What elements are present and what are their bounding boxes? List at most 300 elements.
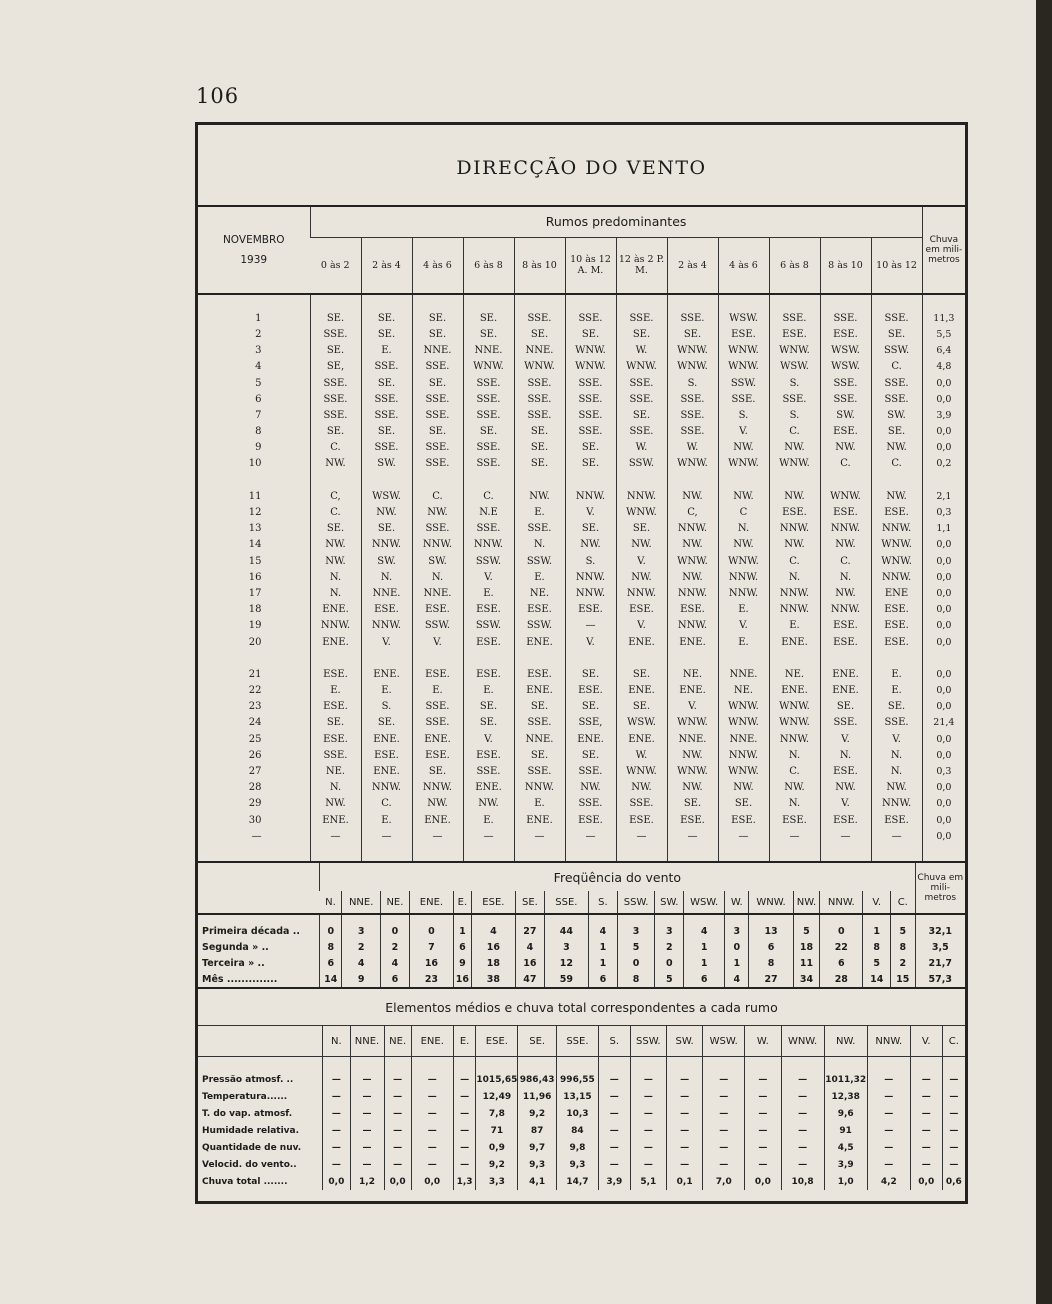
wind-cell: NE. xyxy=(667,667,718,683)
wind-cell: SSE. xyxy=(616,375,667,391)
wind-cell: ESE. xyxy=(820,764,871,780)
freq-cell: 38 xyxy=(471,971,515,988)
elem-cell: 11,96 xyxy=(518,1088,557,1105)
spacer-cell xyxy=(718,473,769,489)
row-label: Segunda » .. xyxy=(202,941,269,953)
spacer-cell xyxy=(824,1057,867,1072)
elem-cell: — xyxy=(666,1122,702,1139)
spacer-cell xyxy=(769,651,820,667)
elem-cell: 13,15 xyxy=(556,1088,598,1105)
rain-cell: 0,0 xyxy=(922,829,965,845)
wind-cell: SW. xyxy=(361,554,412,570)
wind-cell: SE. xyxy=(310,311,361,327)
table-row xyxy=(198,618,965,634)
wind-cell: ESE. xyxy=(412,667,463,683)
elem-cell: — xyxy=(666,1156,702,1173)
freq-cell: 8 xyxy=(320,939,342,955)
elem-cell: — xyxy=(384,1071,411,1088)
wind-cell: NNE. xyxy=(412,586,463,602)
elem-cell: — xyxy=(781,1105,824,1122)
freq-cell: 6 xyxy=(820,955,863,971)
elem-cell: — xyxy=(910,1105,942,1122)
wind-cell: ESE. xyxy=(310,667,361,683)
period-header: 4 às 6 xyxy=(412,237,463,294)
wind-cell: SSE. xyxy=(412,715,463,731)
page-number: 106 xyxy=(196,84,240,108)
wind-cell: NE. xyxy=(310,764,361,780)
wind-cell: SW. xyxy=(820,408,871,424)
spacer-cell xyxy=(922,473,965,489)
elem-direction-header: S. xyxy=(598,1026,630,1057)
freq-cell: 8 xyxy=(863,939,891,955)
freq-cell: 15 xyxy=(891,971,916,988)
freq-cell: 0 xyxy=(381,923,410,939)
elem-cell: — xyxy=(703,1156,745,1173)
wind-cell: SSE. xyxy=(463,456,514,472)
wind-cell: ESE. xyxy=(871,634,922,650)
table-row xyxy=(198,715,965,731)
wind-cell: SE, xyxy=(310,359,361,375)
row-label: Chuva total ....... xyxy=(202,1176,288,1187)
freq-cell: 3 xyxy=(342,923,381,939)
table-row xyxy=(198,971,965,988)
elem-cell: 9,3 xyxy=(518,1156,557,1173)
wind-cell: ESE. xyxy=(871,602,922,618)
freq-cell: 5 xyxy=(655,971,684,988)
wind-cell: SSE. xyxy=(871,375,922,391)
table-row xyxy=(198,923,965,939)
elem-cell: 4,1 xyxy=(518,1173,557,1190)
wind-cell: NNW. xyxy=(820,602,871,618)
rain-cell: 0,0 xyxy=(922,570,965,586)
spacer-cell xyxy=(725,914,749,923)
day-cell: 1 xyxy=(255,312,262,324)
wind-cell: V. xyxy=(412,634,463,650)
wind-cell: ESE. xyxy=(463,634,514,650)
wind-cell: WNW. xyxy=(565,343,616,359)
wind-cell: W. xyxy=(667,440,718,456)
wind-cell: ESE. xyxy=(616,813,667,829)
table-row xyxy=(198,939,965,955)
day-cell: 18 xyxy=(248,604,262,616)
wind-cell: SE. xyxy=(514,456,565,472)
freq-rain-cell: 3,5 xyxy=(915,939,965,955)
table-row xyxy=(198,456,965,472)
wind-cell: — xyxy=(565,829,616,845)
wind-cell: ENE. xyxy=(667,683,718,699)
wind-cell: C xyxy=(718,505,769,521)
rain-cell: 0,0 xyxy=(922,586,965,602)
wind-cell: N. xyxy=(871,764,922,780)
wind-cell: SSE. xyxy=(310,375,361,391)
spacer-cell xyxy=(198,914,320,923)
elem-cell: — xyxy=(350,1105,384,1122)
spacer-cell xyxy=(198,651,310,667)
elem-cell: — xyxy=(453,1139,476,1156)
wind-cell: V. xyxy=(616,618,667,634)
elem-direction-header: ESE. xyxy=(476,1026,518,1057)
wind-cell: C. xyxy=(310,505,361,521)
freq-rain-cell: 57,3 xyxy=(915,971,965,988)
wind-cell: ENE. xyxy=(310,813,361,829)
elem-cell: 1011,32 xyxy=(824,1071,867,1088)
wind-cell: ESE. xyxy=(718,327,769,343)
freq-cell: 4 xyxy=(684,923,725,939)
page-title: DIRECÇÃO DO VENTO xyxy=(456,157,707,179)
table-row xyxy=(198,699,965,715)
wind-cell: NE. xyxy=(514,586,565,602)
freq-direction-header: E. xyxy=(454,891,472,914)
spacer-cell xyxy=(617,914,655,923)
table-row xyxy=(198,489,965,505)
wind-cell: NW. xyxy=(718,489,769,505)
spacer-cell xyxy=(565,651,616,667)
wind-cell: NE. xyxy=(769,667,820,683)
freq-cell: 16 xyxy=(409,955,453,971)
elem-cell: — xyxy=(350,1122,384,1139)
wind-cell: ESE. xyxy=(361,602,412,618)
wind-cell: NW. xyxy=(667,780,718,796)
wind-cell: SE. xyxy=(412,375,463,391)
freq-body xyxy=(198,914,965,988)
wind-cell: SSE. xyxy=(310,392,361,408)
spacer-cell xyxy=(350,1057,384,1072)
freq-cell: 1 xyxy=(589,939,618,955)
table-row xyxy=(198,505,965,521)
elem-cell: — xyxy=(384,1139,411,1156)
spacer-cell xyxy=(718,294,769,311)
spacer-cell xyxy=(616,845,667,861)
day-cell: 26 xyxy=(248,749,262,761)
elem-direction-header: WSW. xyxy=(703,1026,745,1057)
wind-cell: SSE. xyxy=(412,408,463,424)
table-row xyxy=(198,1173,965,1190)
spacer-cell xyxy=(616,294,667,311)
wind-cell: NNE. xyxy=(361,586,412,602)
wind-cell: SE. xyxy=(616,327,667,343)
elem-cell: — xyxy=(411,1105,453,1122)
elem-cell: — xyxy=(745,1071,781,1088)
wind-cell: — xyxy=(514,829,565,845)
freq-cell: 4 xyxy=(725,971,749,988)
elem-cell: — xyxy=(910,1088,942,1105)
elem-cell: 4,2 xyxy=(867,1173,910,1190)
freq-cell: 1 xyxy=(863,923,891,939)
wind-cell: C, xyxy=(667,505,718,521)
wind-cell: SE. xyxy=(361,375,412,391)
freq-cell: 23 xyxy=(409,971,453,988)
elem-cell: 0,6 xyxy=(942,1173,965,1190)
period-header: 6 às 8 xyxy=(769,237,820,294)
elem-cell: — xyxy=(630,1105,666,1122)
spacer-cell xyxy=(310,845,361,861)
table-row xyxy=(198,748,965,764)
wind-cell: SSE. xyxy=(514,764,565,780)
spacer-cell xyxy=(412,845,463,861)
wind-cell: ESE. xyxy=(718,813,769,829)
spacer-cell xyxy=(516,914,545,923)
wind-cell: E. xyxy=(514,505,565,521)
wind-cell: SSE. xyxy=(514,521,565,537)
elem-cell: — xyxy=(703,1122,745,1139)
wind-cell: C. xyxy=(769,764,820,780)
spacer-cell xyxy=(310,651,361,667)
elem-cell: 9,7 xyxy=(518,1139,557,1156)
elem-cell: — xyxy=(598,1139,630,1156)
wind-cell: N. xyxy=(361,570,412,586)
wind-cell: E. xyxy=(463,813,514,829)
wind-cell: ENE. xyxy=(361,764,412,780)
freq-cell: 0 xyxy=(725,939,749,955)
freq-cell: 9 xyxy=(454,955,472,971)
wind-cell: NNE. xyxy=(463,343,514,359)
wind-cell: NNW. xyxy=(616,489,667,505)
spacer-cell xyxy=(361,845,412,861)
rain-header: Chuva em mili-metros xyxy=(922,207,965,294)
wind-cell: ENE xyxy=(871,586,922,602)
freq-cell: 22 xyxy=(820,939,863,955)
period-header: 2 às 4 xyxy=(667,237,718,294)
elem-cell: — xyxy=(942,1139,965,1156)
wind-cell: C, xyxy=(310,489,361,505)
wind-cell: NW. xyxy=(871,440,922,456)
wind-cell: SSW. xyxy=(871,343,922,359)
freq-direction-header: SE. xyxy=(516,891,545,914)
wind-cell: SE. xyxy=(616,667,667,683)
wind-cell: ESE. xyxy=(463,602,514,618)
table-row xyxy=(198,1071,965,1088)
elem-cell: — xyxy=(942,1088,965,1105)
wind-cell: WNW. xyxy=(718,715,769,731)
rain-cell: 0,0 xyxy=(922,392,965,408)
elem-cell: 1015,65 xyxy=(476,1071,518,1088)
table-row xyxy=(198,327,965,343)
elements-title: Elementos médios e chuva total correspondentes a cada rumo xyxy=(198,989,965,1026)
day-cell: 12 xyxy=(248,507,262,519)
row-label: Terceira » .. xyxy=(202,957,265,969)
elem-cell: — xyxy=(598,1156,630,1173)
day-cell: 24 xyxy=(248,717,262,729)
wind-cell: NNW. xyxy=(514,780,565,796)
wind-cell: ESE. xyxy=(565,602,616,618)
wind-cell: NNW. xyxy=(565,489,616,505)
wind-cell: E. xyxy=(871,683,922,699)
daily-wind-table xyxy=(198,207,965,861)
elem-cell: — xyxy=(598,1105,630,1122)
day-cell: 10 xyxy=(248,458,262,470)
rain-cell: 0,0 xyxy=(922,554,965,570)
elem-cell: 71 xyxy=(476,1122,518,1139)
freq-cell: 18 xyxy=(793,939,820,955)
freq-cell: 0 xyxy=(320,923,342,939)
wind-cell: E. xyxy=(514,796,565,812)
wind-cell: SE. xyxy=(361,327,412,343)
spacer-cell xyxy=(198,294,310,311)
wind-cell: N. xyxy=(769,796,820,812)
wind-cell: ESE. xyxy=(616,602,667,618)
spacer-cell xyxy=(412,473,463,489)
freq-cell: 27 xyxy=(516,923,545,939)
freq-direction-header: C. xyxy=(891,891,916,914)
wind-cell: C. xyxy=(820,554,871,570)
wind-cell: ESE. xyxy=(820,505,871,521)
spacer-cell xyxy=(616,651,667,667)
elem-direction-row xyxy=(198,1026,965,1057)
wind-cell: SE. xyxy=(463,327,514,343)
elem-cell: — xyxy=(453,1156,476,1173)
wind-cell: NNW. xyxy=(820,521,871,537)
freq-cell: 59 xyxy=(544,971,588,988)
elem-cell: — xyxy=(781,1071,824,1088)
table-row xyxy=(198,440,965,456)
wind-cell: ENE. xyxy=(514,683,565,699)
wind-cell: WNW. xyxy=(718,764,769,780)
wind-cell: NW. xyxy=(514,489,565,505)
table-row xyxy=(198,424,965,440)
wind-cell: NNE. xyxy=(718,667,769,683)
wind-cell: SE. xyxy=(310,343,361,359)
elem-direction-header: SE. xyxy=(518,1026,557,1057)
spacer-cell xyxy=(718,651,769,667)
wind-cell: S. xyxy=(667,375,718,391)
freq-direction-header: ESE. xyxy=(471,891,515,914)
day-cell: 6 xyxy=(255,393,262,405)
wind-cell: E. xyxy=(463,683,514,699)
elem-cell: — xyxy=(910,1156,942,1173)
elem-cell: — xyxy=(323,1088,350,1105)
wind-cell: — xyxy=(616,829,667,845)
elem-cell: 9,3 xyxy=(556,1156,598,1173)
freq-cell: 5 xyxy=(617,939,655,955)
wind-cell: SE. xyxy=(412,311,463,327)
wind-cell: SSE. xyxy=(310,327,361,343)
freq-rain-cell: 32,1 xyxy=(915,923,965,939)
wind-cell: NW. xyxy=(667,537,718,553)
wind-cell: V. xyxy=(463,732,514,748)
table-row xyxy=(198,667,965,683)
wind-cell: SSE. xyxy=(871,392,922,408)
elem-cell: — xyxy=(323,1105,350,1122)
freq-cell: 1 xyxy=(684,955,725,971)
wind-cell: — xyxy=(718,829,769,845)
wind-cell: SW. xyxy=(412,554,463,570)
wind-cell: SE. xyxy=(820,699,871,715)
spacer-cell xyxy=(655,914,684,923)
wind-cell: SE. xyxy=(361,424,412,440)
wind-cell: SE. xyxy=(565,327,616,343)
day-cell: 2 xyxy=(255,328,262,340)
day-cell: 8 xyxy=(255,426,262,438)
freq-cell: 4 xyxy=(471,923,515,939)
elements-table xyxy=(198,989,965,1190)
day-cell: 16 xyxy=(248,571,262,583)
wind-cell: ENE. xyxy=(361,732,412,748)
freq-direction-header: SSE. xyxy=(544,891,588,914)
wind-cell: SE. xyxy=(514,424,565,440)
elem-direction-header: ENE. xyxy=(411,1026,453,1057)
wind-cell: E. xyxy=(361,343,412,359)
freq-cell: 4 xyxy=(589,923,618,939)
elem-direction-header: W. xyxy=(745,1026,781,1057)
wind-cell: SSE. xyxy=(565,796,616,812)
wind-cell: SSE. xyxy=(514,311,565,327)
elem-cell: 12,38 xyxy=(824,1088,867,1105)
freq-cell: 16 xyxy=(454,971,472,988)
wind-cell: WSW. xyxy=(718,311,769,327)
wind-cell: WSW. xyxy=(820,343,871,359)
freq-cell: 34 xyxy=(793,971,820,988)
wind-cell: V. xyxy=(871,732,922,748)
wind-cell: NW. xyxy=(769,537,820,553)
spacer-cell xyxy=(703,1057,745,1072)
wind-cell: WSW. xyxy=(769,359,820,375)
wind-cell: SSE. xyxy=(412,440,463,456)
wind-cell: SSW. xyxy=(616,456,667,472)
spacer-cell xyxy=(749,914,793,923)
freq-rain-header: Chuva em mili-metros xyxy=(915,862,965,914)
freq-cell: 4 xyxy=(381,955,410,971)
spacer-cell xyxy=(745,1057,781,1072)
wind-cell: ESE. xyxy=(769,327,820,343)
rain-cell: 4,8 xyxy=(922,359,965,375)
elem-cell: — xyxy=(666,1088,702,1105)
wind-cell: C. xyxy=(871,359,922,375)
spacer-cell xyxy=(781,1057,824,1072)
table-row xyxy=(198,359,965,375)
wind-cell: NE. xyxy=(718,683,769,699)
freq-cell: 8 xyxy=(749,955,793,971)
elem-cell: 0,1 xyxy=(666,1173,702,1190)
wind-cell: N. xyxy=(310,586,361,602)
elem-cell: — xyxy=(630,1122,666,1139)
spacer-cell xyxy=(769,473,820,489)
freq-cell: 11 xyxy=(793,955,820,971)
wind-cell: NW. xyxy=(667,570,718,586)
wind-cell: E. xyxy=(361,813,412,829)
day-cell: 7 xyxy=(255,409,262,421)
elem-cell: 996,55 xyxy=(556,1071,598,1088)
spacer-cell xyxy=(871,651,922,667)
elem-cell: — xyxy=(598,1122,630,1139)
freq-cell: 8 xyxy=(617,971,655,988)
wind-cell: ENE. xyxy=(310,602,361,618)
wind-cell: ENE. xyxy=(616,683,667,699)
rain-cell: 0,0 xyxy=(922,602,965,618)
freq-cell: 3 xyxy=(544,939,588,955)
spacer-cell xyxy=(871,845,922,861)
table-row xyxy=(198,537,965,553)
freq-cell: 1 xyxy=(684,939,725,955)
freq-direction-header: N. xyxy=(320,891,342,914)
spacer-cell xyxy=(320,914,342,923)
wind-cell: ESE. xyxy=(463,748,514,764)
wind-cell: SE. xyxy=(514,699,565,715)
wind-cell: NW. xyxy=(769,440,820,456)
row-label: Quantidade de nuv. xyxy=(202,1142,302,1153)
wind-cell: NW. xyxy=(310,796,361,812)
spacer-cell xyxy=(310,294,361,311)
wind-cell: SSE. xyxy=(361,408,412,424)
spacer-row xyxy=(198,651,965,667)
elem-cell: 3,9 xyxy=(598,1173,630,1190)
wind-cell: — xyxy=(463,829,514,845)
spacer-cell xyxy=(361,294,412,311)
elem-cell: 84 xyxy=(556,1122,598,1139)
wind-cell: V. xyxy=(718,424,769,440)
table-row xyxy=(198,1088,965,1105)
wind-cell: — xyxy=(871,829,922,845)
spacer-cell xyxy=(616,473,667,489)
